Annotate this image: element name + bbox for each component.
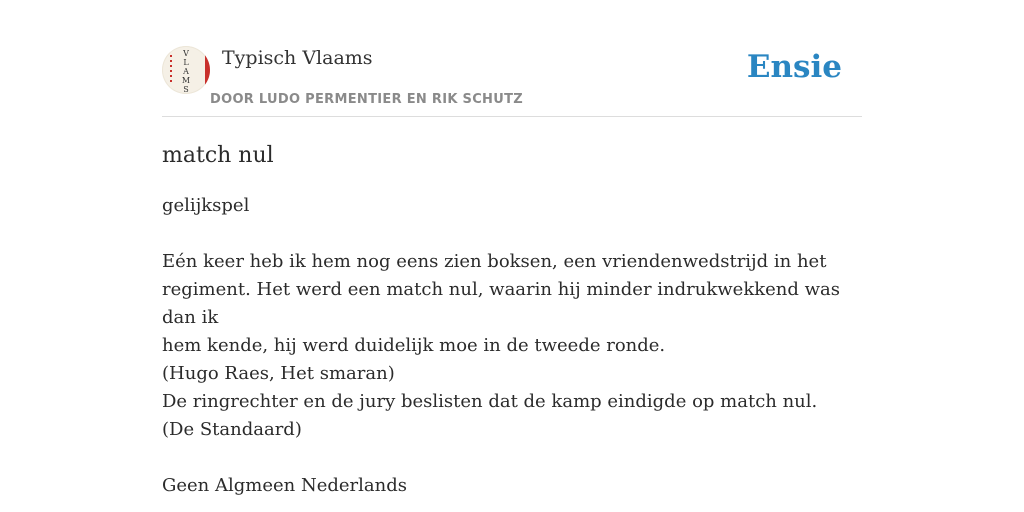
quote-line: regiment. Het werd een match nul, waarin hij minder indrukwekkend was dan ik (162, 279, 841, 328)
definition-body (162, 192, 862, 500)
logo-decoration (170, 55, 172, 85)
book-logo[interactable] (162, 46, 210, 94)
logo-lettering: V L A M S (181, 49, 191, 94)
page-title: match nul (162, 143, 274, 168)
quote-line: hem kende, hij werd duidelijk moe in de tweede ronde. (162, 335, 666, 356)
quote-source: (Hugo Raes, Het smaran) (162, 363, 395, 384)
quote-line: De ringrechter en de jury beslisten dat de kamp eindigde op match nul. (162, 391, 818, 412)
spacer (162, 444, 862, 472)
page-container (162, 46, 862, 500)
brand-title[interactable]: Typisch Vlaams (222, 47, 373, 69)
spacer (162, 220, 862, 248)
definition-text: gelijkspel (162, 195, 250, 216)
usage-note: Geen Algmeen Nederlands (162, 475, 407, 496)
byline: DOOR LUDO PERMENTIER EN RIK SCHUTZ (210, 92, 523, 107)
header (162, 46, 862, 117)
quote-line: Eén keer heb ik hem nog eens zien boksen, een vriendenwedstrijd in het (162, 251, 827, 272)
logo-red-edge (205, 54, 210, 86)
ensie-logo-link[interactable]: Ensie (746, 49, 842, 85)
quote-source: (De Standaard) (162, 419, 302, 440)
